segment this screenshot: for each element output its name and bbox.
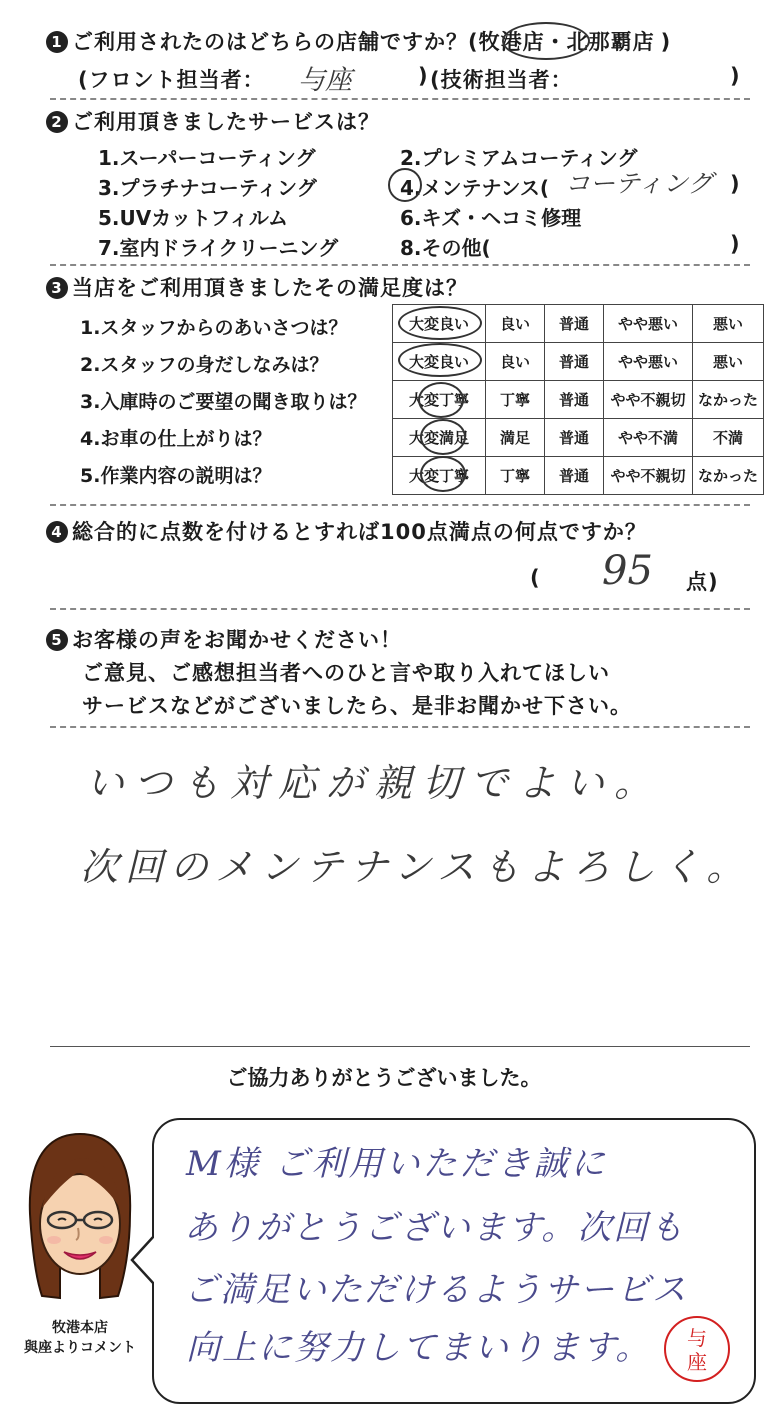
staff-seal-stamp [664, 1316, 730, 1382]
divider [50, 504, 750, 506]
service-item-4-value: コーティング [565, 169, 713, 198]
satisfaction-question-4: 4.お車の仕上がりは？ [80, 428, 272, 450]
staff-avatar [20, 1128, 140, 1318]
tech-staff-close: ) [730, 64, 741, 88]
selected-rating-circle [398, 343, 482, 377]
q3-text: 当店をご利用頂きましたその満足度は？ [72, 276, 468, 300]
satisfaction-option: やや不親切 [604, 381, 693, 419]
satisfaction-option: 不満 [693, 419, 764, 457]
satisfaction-question-2: 2.スタッフの身だしなみは？ [80, 354, 329, 376]
service-item-7: 7.室内ドライクリーニング [98, 236, 339, 260]
satisfaction-option: やや悪い [604, 305, 693, 343]
q4-text: 総合的に点数を付けるとすれば100点満点の何点ですか？ [72, 520, 647, 544]
divider [50, 726, 750, 728]
reply-line-3: ご満足いただけるようサービス [184, 1270, 688, 1310]
front-staff-close: ) [418, 64, 429, 88]
selected-service-circle [388, 168, 422, 202]
service-item-4: 4.メンテナンス( [400, 176, 550, 200]
satisfaction-option: 悪い [693, 343, 764, 381]
q3-number-badge: 3 [46, 277, 68, 299]
q5-number-badge: 5 [46, 629, 68, 651]
q5-line-3: サービスなどがございましたら、是非お聞かせ下さい。 [82, 694, 632, 718]
q1-text: ご利用されたのはどちらの店舗ですか？( [72, 30, 479, 54]
satisfaction-option: 大変良い [393, 305, 486, 343]
service-item-6: 6.キズ・ヘコミ修理 [400, 206, 582, 230]
q2-line [46, 106, 380, 136]
service-item-5: 5.UVカットフィルム [98, 206, 289, 230]
divider [50, 98, 750, 100]
staff-caption-store: 牧港本店 [52, 1320, 108, 1336]
front-staff-value: 与座 [298, 65, 352, 96]
stamp-char-2: 座 [687, 1350, 707, 1374]
reply-line-4: 向上に努力してまいります。 [186, 1328, 652, 1368]
store-option-kitanaha: 北那覇店 [566, 30, 655, 54]
customer-comment-line-1: いつも対応が親切でよい。 [86, 761, 663, 805]
divider [50, 264, 750, 266]
satisfaction-option: 満足 [486, 419, 545, 457]
satisfaction-option: 普通 [545, 343, 604, 381]
q5-line-2: ご意見、ご感想担当者へのひと言や取り入れてほしい [82, 661, 610, 685]
selected-store-circle [502, 22, 590, 60]
staff-caption-name: 與座よりコメント [24, 1340, 136, 1356]
satisfaction-question-1: 1.スタッフからのあいさつは？ [80, 317, 348, 339]
selected-rating-circle [398, 306, 482, 340]
satisfaction-question-3: 3.入庫時のご要望の聞き取りは？ [80, 391, 367, 413]
selected-rating-circle [418, 382, 464, 418]
satisfaction-option: 普通 [545, 381, 604, 419]
thanks-message: ご協力ありがとうございました。 [226, 1066, 542, 1090]
satisfaction-option: 普通 [545, 457, 604, 495]
satisfaction-option: 良い [486, 343, 545, 381]
reply-line-1: M様 ご利用いただき誠に [186, 1144, 608, 1184]
stamp-char-1: 与 [687, 1326, 707, 1350]
comment-bottom-line [50, 1046, 750, 1047]
selected-rating-circle [420, 456, 466, 492]
satisfaction-option: やや悪い [604, 343, 693, 381]
satisfaction-option: 大変良い [393, 343, 486, 381]
satisfaction-option: 大変満足 [393, 419, 486, 457]
satisfaction-option: 良い [486, 305, 545, 343]
staff-caption [14, 1318, 146, 1358]
satisfaction-option: 丁寧 [486, 381, 545, 419]
store-separator: ・ [544, 30, 567, 54]
service-item-4-close: ) [730, 172, 741, 196]
satisfaction-option: 丁寧 [486, 457, 545, 495]
selected-rating-circle [420, 419, 466, 455]
score-open: ( [530, 566, 541, 590]
reply-line-2: ありがとうございます。次回も [184, 1208, 686, 1248]
customer-comment-line-2: 次回のメンテナンスもよろしく。 [80, 845, 752, 889]
service-item-8-close: ) [730, 232, 741, 256]
q5-text: お客様の声をお聞かせください！ [72, 628, 402, 652]
q3-line [46, 272, 468, 302]
satisfaction-option: 普通 [545, 305, 604, 343]
q1-number-badge: 1 [46, 31, 68, 53]
satisfaction-option: 普通 [545, 419, 604, 457]
satisfaction-option: やや不満 [604, 419, 693, 457]
satisfaction-option: 悪い [693, 305, 764, 343]
front-staff-label: (フロント担当者： [78, 68, 265, 92]
score-value: 95 [602, 548, 653, 594]
tech-staff-label: (技術担当者： [430, 68, 573, 92]
service-item-1: 1.スーパーコーティング [98, 146, 316, 170]
satisfaction-question-5: 5.作業内容の説明は？ [80, 465, 272, 487]
store-option-makiminato: 牧港店 [478, 30, 545, 54]
q4-number-badge: 4 [46, 521, 68, 543]
satisfaction-option: やや不親切 [604, 457, 693, 495]
satisfaction-option: なかった [693, 381, 764, 419]
service-item-2: 2.プレミアムコーティング [400, 146, 638, 170]
speech-bubble-tail [130, 1230, 160, 1290]
satisfaction-option: 大変丁寧 [393, 381, 486, 419]
score-unit: 点) [686, 570, 719, 594]
satisfaction-option: なかった [693, 457, 764, 495]
satisfaction-option: 大変丁寧 [393, 457, 486, 495]
divider [50, 608, 750, 610]
service-item-8: 8.その他( [400, 236, 491, 260]
q2-number-badge: 2 [46, 111, 68, 133]
q5-line [46, 624, 402, 654]
q2-text: ご利用頂きましたサービスは？ [72, 110, 380, 134]
q1-close: ) [660, 30, 672, 54]
q4-line [46, 516, 647, 546]
service-item-3: 3.プラチナコーティング [98, 176, 317, 200]
